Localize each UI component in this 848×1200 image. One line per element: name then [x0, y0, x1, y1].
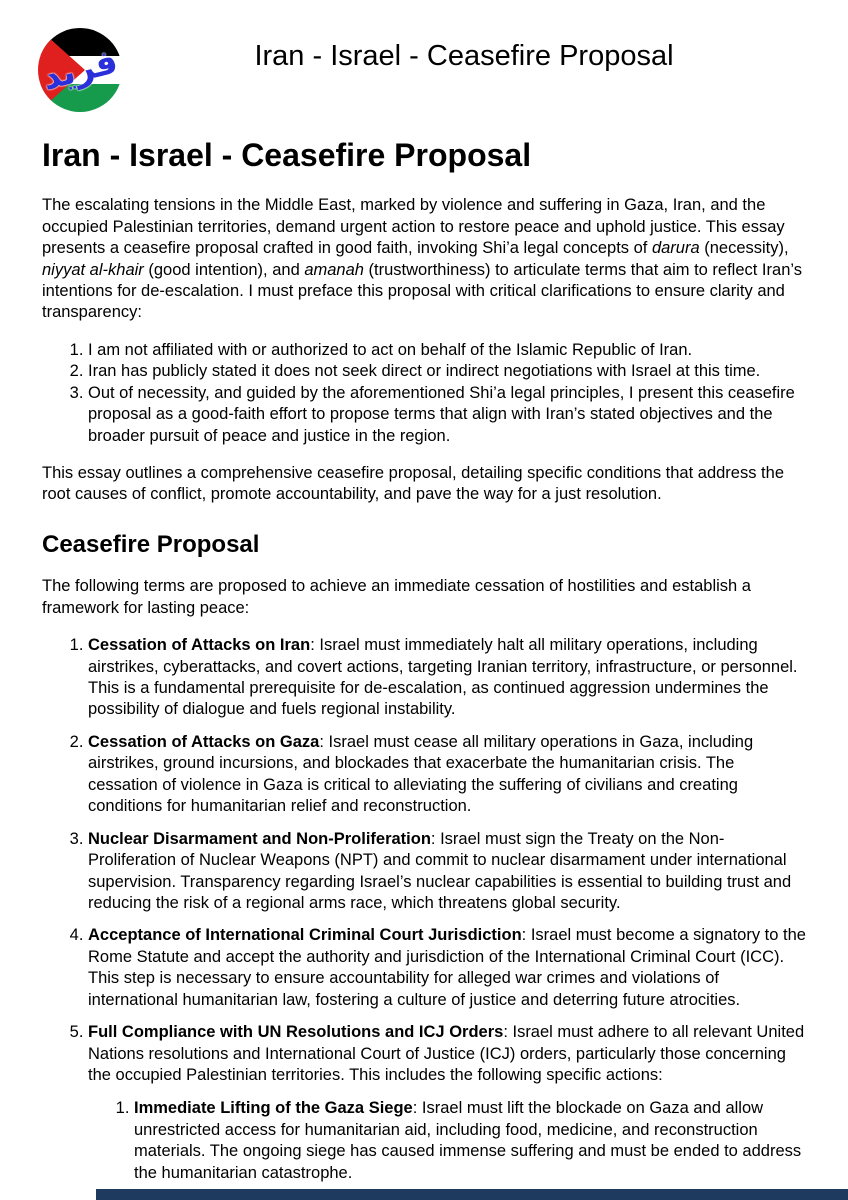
- terms-intro-paragraph: The following terms are proposed to achieve an immediate cessation of hostilities and establish a framework for lasting peace:: [42, 577, 751, 617]
- intro-text: The escalating tensions in the Middle East, marked by violence and suffering in Gaza, Iran, and the occupied Palestinian territories, demand urgent action to restore peace and uphold justice. This essay presents a ceasefire proposal crafted in good faith, invoking Shi’a legal concepts of: [42, 196, 785, 258]
- italic-term-darura: darura: [651, 239, 700, 258]
- logo-arabic-text: فريد: [38, 41, 122, 99]
- term-title: Acceptance of International Criminal Court Jurisdiction: [88, 926, 522, 945]
- footer-bar: [96, 1189, 848, 1200]
- term-item: [88, 925, 806, 1011]
- term-item: [88, 635, 806, 721]
- term-body: : Israel must adhere to all relevant United Nations resolutions and International Court of Justice (ICJ) orders, particularly those concerning the occupied Palestinian territories. This includes the following specific actions:: [88, 1023, 805, 1085]
- intro-paragraph: [42, 195, 806, 324]
- clarification-item: 3. Out of necessity, and guided by the aforementioned Shi’a legal principles, I present this ceasefire proposal as a good-faith effort to propose terms that align with Iran’s stated objectives and the broader pursuit of peace and justice in the region.: [88, 383, 806, 447]
- term-title: Cessation of Attacks on Gaza: [88, 732, 320, 751]
- intro-text: (trustworthiness) to articulate terms that aim to reflect Iran’s intentions for de-escalation. I must preface this proposal with critical clarifications to ensure clarity and transparency:: [42, 260, 802, 322]
- document-body: [0, 138, 848, 1184]
- term-title: Nuclear Disarmament and Non-Proliferation: [88, 829, 431, 848]
- term-title: Cessation of Attacks on Iran: [88, 636, 311, 655]
- palestinian-flag-logo: [38, 28, 122, 112]
- header-title: Iran - Israel - Ceasefire Proposal: [254, 40, 674, 72]
- terms-list: [42, 635, 806, 1184]
- term-item: [88, 829, 806, 915]
- section-heading: Ceasefire Proposal: [42, 530, 260, 558]
- term-item: [88, 1022, 806, 1184]
- clarifications-list: [42, 340, 806, 447]
- sub-terms-list: [88, 1098, 806, 1184]
- term-item: [88, 732, 806, 818]
- term-body: : Israel must cease all military operations in Gaza, including airstrikes, ground incursions, and blockades that exacerbate the humanitarian crisis. The cessation of violence in Gaza is critical to alleviating the suffering of civilians and creating conditions for humanitarian relief and reconstruction.: [88, 732, 754, 816]
- intro-text: (necessity),: [699, 239, 789, 258]
- term-body: : Israel must become a signatory to the Rome Statute and accept the authority and jurisdiction of the International Criminal Court (ICC). This step is necessary to ensure accountability for alleged war crimes and violations of international humanitarian law, fostering a culture of justice and deterring future atrocities.: [88, 926, 806, 1009]
- clarification-item: 2. Iran has publicly stated it does not seek direct or indirect negotiations with Israel at this time.: [88, 361, 806, 382]
- page-header: [0, 0, 848, 112]
- term-title: Full Compliance with UN Resolutions and ICJ Orders: [88, 1023, 504, 1042]
- italic-term-niyyat-al-khair: niyyat al-khair: [42, 260, 144, 279]
- sub-term-body: : Israel must lift the blockade on Gaza and allow unrestricted access for humanitarian aid, including food, medicine, and reconstruction materials. The ongoing siege has caused immense suffering and must be ended to address the humanitarian catastrophe.: [134, 1099, 802, 1182]
- outline-paragraph: This essay outlines a comprehensive ceasefire proposal, detailing specific conditions that address the root causes of conflict, promote accountability, and pave the way for a just resolution.: [42, 464, 784, 504]
- italic-term-amanah: amanah: [304, 260, 364, 279]
- clarification-item: 1. I am not affiliated with or authorized to act on behalf of the Islamic Republic of Iran.: [88, 340, 806, 361]
- term-body: : Israel must immediately halt all military operations, including airstrikes, cyberattacks, and covert actions, targeting Iranian territory, infrastructure, or personnel. This is a fundamental prerequisite for de-escalation, as continued aggression undermines the possibility of dialogue and fuels regional instability.: [88, 636, 798, 719]
- sub-term-item: [134, 1098, 806, 1184]
- sub-term-title: Immediate Lifting of the Gaza Siege: [134, 1099, 413, 1118]
- term-body: : Israel must sign the Treaty on the Non-Proliferation of Nuclear Weapons (NPT) and commit to nuclear disarmament under international supervision. Transparency regarding Israel’s nuclear capabilities is essential to building trust and reducing the risk of a regional arms race, which threatens global security.: [88, 829, 792, 912]
- document-title: Iran - Israel - Ceasefire Proposal: [42, 137, 532, 173]
- intro-text: (good intention), and: [143, 260, 305, 279]
